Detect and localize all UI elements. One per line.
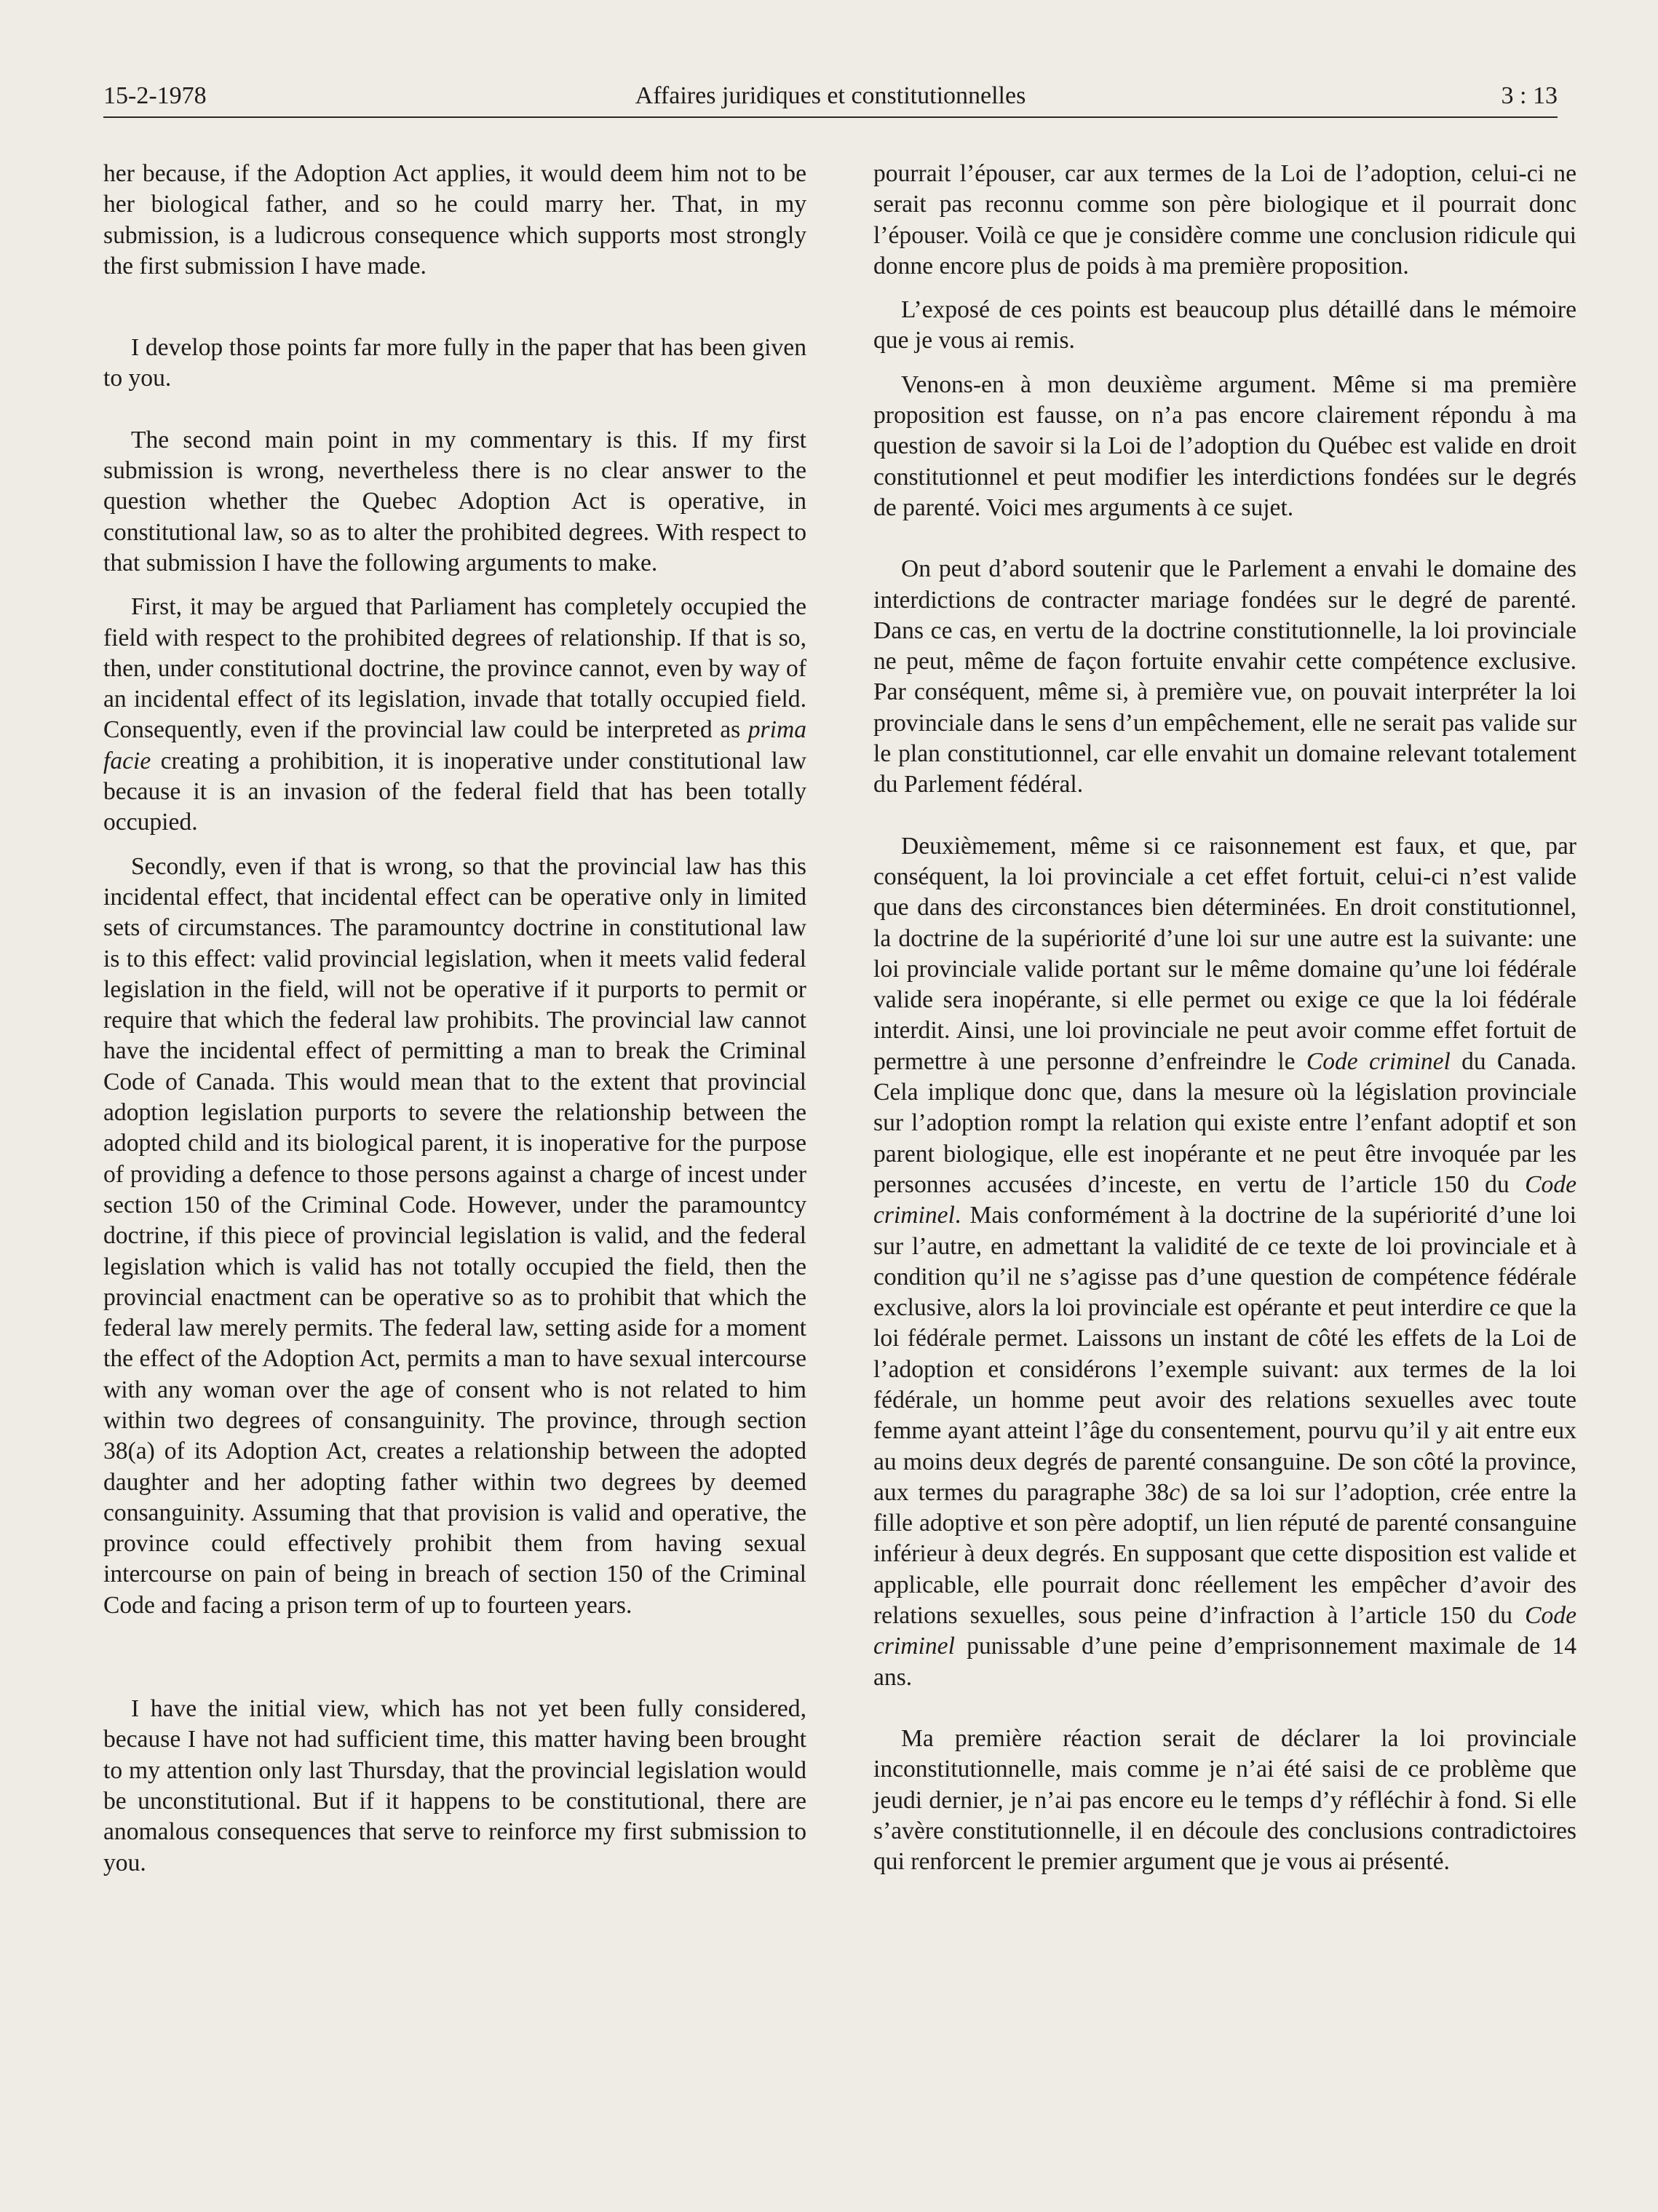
- french-paragraph-5-text-e: punissable d’une peine d’emprisonnement maximale de 14 ans.: [873, 1633, 1576, 1691]
- french-paragraph-5-italic-4: Code criminel: [873, 1602, 1576, 1660]
- english-paragraph-1: her because, if the Adoption Act applies, it would deem him not to be her biological father, and so he could marry her. That, in my submission, is a ludicrous consequence which supports most strongly the first submission I have made.: [103, 160, 806, 280]
- header-title: Affaires juridiques et constitutionnelles: [635, 82, 1026, 109]
- english-paragraph-4-text-a: First, it may be argued that Parliament has completely occupied the field with respect to the prohibited degrees of relationship. If that is so, then, under constitutional doctrine, the province cannot, even by way of an incidental effect of its legislation, invade that totally occupied field. Consequently, even if the provincial law could be interpreted as: [103, 593, 806, 744]
- header-date: 15-2-1978: [103, 82, 207, 109]
- english-paragraph-4-italic: prima facie: [103, 716, 806, 774]
- running-header: [103, 76, 1558, 118]
- english-paragraph-4-text-b: creating a prohibition, it is inoperative under constitutional law because it is an invasion of the federal field that has been totally occupied.: [103, 747, 806, 836]
- french-paragraph-2: L’exposé de ces points est beaucoup plus détaillé dans le mémoire que je vous ai remis.: [873, 296, 1576, 354]
- french-column: [873, 159, 1576, 1908]
- french-paragraph-4: On peut d’abord soutenir que le Parlement a envahi le domaine des interdictions de contracter mariage fondées sur le degré de parenté. Dans ce cas, en vertu de la doctrine constitutionnelle, la loi provinciale ne peut, même de façon fortuite envahir cette compétence exclusive. Par conséquent, même si, à première vue, on pouvait interpréter la loi provinciale dans le sens d’un empêchement, elle ne serait pas valide sur le plan constitutionnel, car elle envahit un domaine relevant totalement du Parlement fédéral.: [873, 555, 1576, 798]
- french-paragraph-6: Ma première réaction serait de déclarer la loi provinciale inconstitutionnelle, mais comme je n’ai été saisi de ce problème que jeudi dernier, je n’ai pas encore eu le temps d’y réfléchir à fond. Si elle s’avère constitutionnelle, il en découle des conclusions contradictoires qui renforcent le premier argument que je vous ai présenté.: [873, 1724, 1576, 1876]
- english-paragraph-6: I have the initial view, which has not yet been fully considered, because I have not had sufficient time, this matter having been brought to my attention only last Thursday, that the provincial legislation would be unconstitutional. But if it happens to be constitutional, there are anomalous consequences that serve to reinforce my first submission to you.: [103, 1695, 806, 1876]
- english-paragraph-3: The second main point in my commentary is this. If my first submission is wrong, nevertheless there is no clear answer to the question whether the Quebec Adoption Act is operative, in constitutional law, so as to alter the prohibited degrees. With respect to that submission I have the following arguments to make.: [103, 426, 806, 576]
- french-paragraph-5-text-a: Deuxièmement, même si ce raisonnement est faux, et que, par conséquent, la loi provinciale a cet effet fortuit, celui-ci n’est valide que dans des circonstances bien déterminées. En droit constitutionnel, la doctrine de la supériorité d’une loi sur une autre est la suivante: une loi provinciale valide portant sur le même domaine qu’une loi fédérale valide sera inopérante, si elle permet ou exige ce que la loi fédérale interdit. Ainsi, une loi provinciale ne peut avoir comme effet fortuit de permettre à une personne d’enfreindre le: [873, 832, 1576, 1075]
- french-paragraph-5-text-b: du Canada. Cela implique donc que, dans la mesure où la législation provinciale sur l’adoption rompt la relation qui existe entre l’enfant adoptif et son parent biologique, elle est inopérante et ne peut être invoquée par les personnes accusées d’inceste, en vertu de l’article 150 du: [873, 1047, 1576, 1198]
- french-paragraph-1: pourrait l’épouser, car aux termes de la Loi de l’adoption, celui-ci ne serait pas reconnu comme son père biologique et il pourrait donc l’épouser. Voilà ce que je considère comme une conclusion ridicule qui donne encore plus de poids à ma première proposition.: [873, 160, 1576, 280]
- french-paragraph-5-text-c: . Mais conformément à la doctrine de la supériorité d’une loi sur l’autre, en admettant la validité de ce texte de loi provinciale et à condition qu’il ne s’agisse pas d’une question de compétence fédérale exclusive, alors la loi provinciale est opérante et peut interdire ce que la loi fédérale permet. Laissons un instant de côté les effets de la Loi de l’adoption et considérons l’exemple suivant: aux termes de la loi fédérale, un homme peut avoir des relations sexuelles avec toute femme ayant atteint l’âge du consentement, pourvu qu’il y ait entre eux au moins deux degrés de parenté consanguine. De son côté la province, aux termes du paragraphe 38: [873, 1202, 1576, 1506]
- french-paragraph-5-italic-3: c: [1169, 1478, 1181, 1506]
- english-paragraph-5: Secondly, even if that is wrong, so that the provincial law has this incidental effect, that incidental effect can be operative only in limited sets of circumstances. The paramountcy doctrine in constitutional law is to this effect: valid provincial legislation, when it meets valid federal legislation in the field, will not be operative if it purports to permit or require that which the federal law prohibits. The provincial law cannot have the incidental effect of permitting a man to break the Criminal Code of Canada. This would mean that to the extent that provincial adoption legislation purports to severe the relationship between the adopted child and its biological parent, it is inoperative for the purpose of providing a defence to those persons against a charge of incest under section 150 of the Criminal Code. However, under the paramountcy doctrine, if this piece of provincial legislation is valid, and the federal legislation which is valid has not totally occupied the field, then the provincial enactment can be operative so as to prohibit that which the federal law merely permits. The federal law, setting aside for a moment the effect of the Adoption Act, permits a man to have sexual intercourse with any woman over the age of consent who is not related to him within two degrees of consanguinity. The province, through section 38(a) of its Adoption Act, creates a relationship between the adopted daughter and her adopting father within two degrees by deemed consanguinity. Assuming that that provision is valid and operative, the province could effectively prohibit them from having sexual intercourse on pain of being in breach of section 150 of the Criminal Code and facing a prison term of up to fourteen years.: [103, 852, 806, 1619]
- french-paragraph-5-italic-1: Code criminel: [1306, 1047, 1451, 1075]
- header-page-number: 3 : 13: [1501, 82, 1558, 109]
- french-paragraph-5-text-d: ) de sa loi sur l’adoption, crée entre la fille adoptive et son père adoptif, un lien réputé de parenté consanguine inférieur à deux degrés. En supposant que cette disposition est valide et applicable, elle pourrait donc réellement les empêcher d’avoir des relations sexuelles, sous peine d’infraction à l’article 150 du: [873, 1478, 1576, 1630]
- french-paragraph-5: [873, 831, 1576, 1693]
- english-paragraph-4: [103, 592, 806, 838]
- english-column: [103, 159, 806, 1909]
- english-paragraph-2: I develop those points far more fully in the paper that has been given to you.: [103, 334, 806, 392]
- french-paragraph-3: Venons-en à mon deuxième argument. Même si ma première proposition est fausse, on n’a pas encore clairement répondu à ma question de savoir si la Loi de l’adoption du Québec est valide en droit constitutionnel et peut modifier les interdictions fondées sur le degrés de parenté. Voici mes arguments à ce sujet.: [873, 370, 1576, 521]
- french-paragraph-5-italic-2: Code criminel: [873, 1170, 1576, 1229]
